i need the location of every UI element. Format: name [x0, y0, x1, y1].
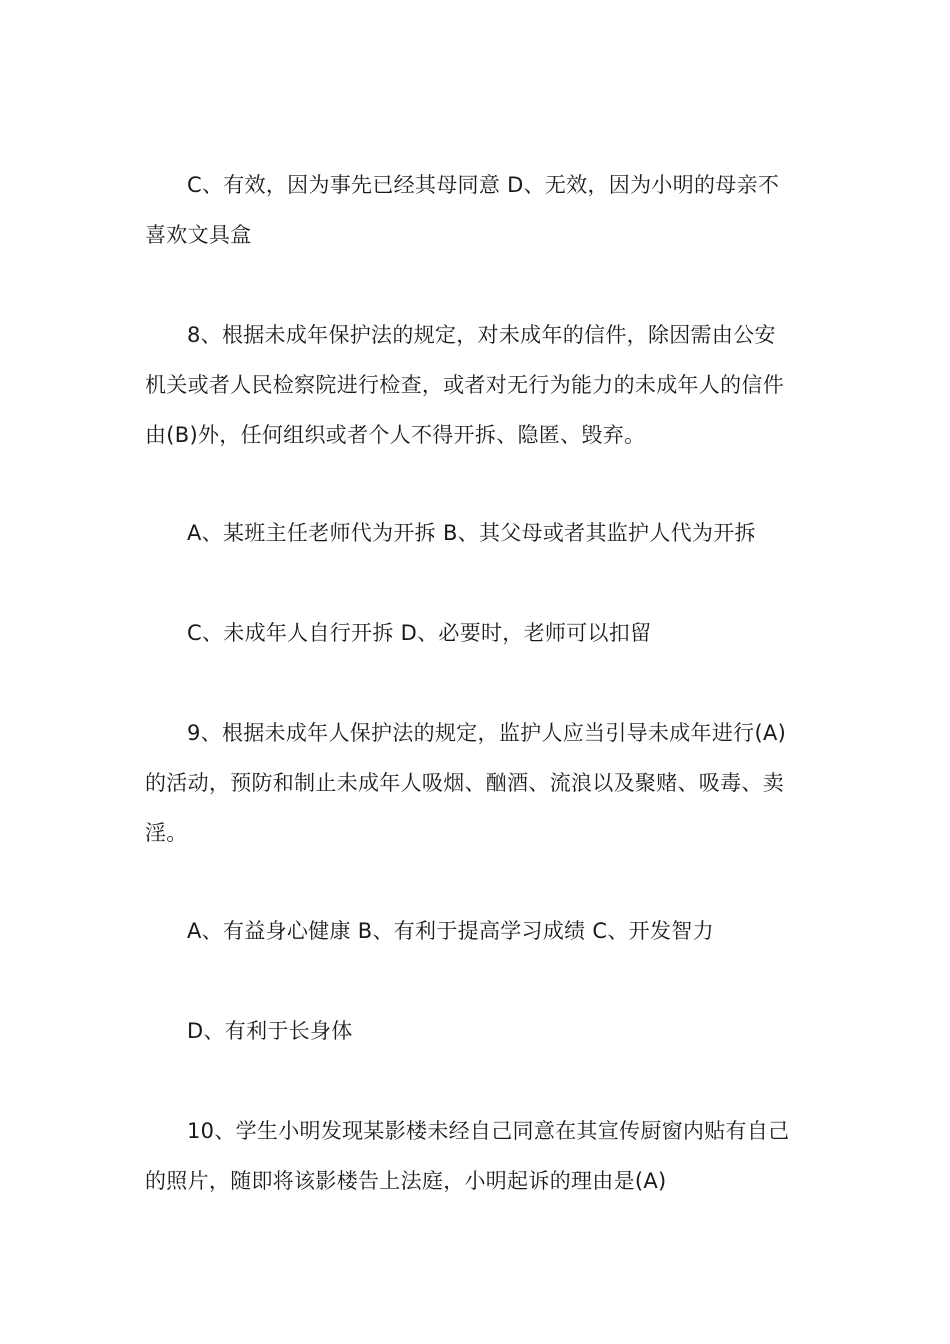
text-line: 淫。: [145, 821, 188, 845]
q8-question-paragraph: [145, 310, 810, 460]
q9-options-abc-paragraph: [145, 906, 810, 956]
q9-option-d-paragraph: [145, 1006, 810, 1056]
text-line: D、有利于长身体: [187, 1019, 353, 1043]
text-line: 9、根据未成年人保护法的规定，监护人应当引导未成年进行(A): [187, 721, 787, 745]
text-line: A、某班主任老师代为开拆 B、其父母或者其监护人代为开拆: [187, 521, 756, 545]
text-line: 10、学生小明发现某影楼未经自己同意在其宣传厨窗内贴有自己: [187, 1119, 790, 1143]
text-line: C、有效，因为事先已经其母同意 D、无效，因为小明的母亲不: [187, 173, 780, 197]
text-line: C、未成年人自行开拆 D、必要时，老师可以扣留: [187, 621, 652, 645]
text-line: 8、根据未成年保护法的规定，对未成年的信件，除因需由公安: [187, 323, 776, 347]
q8-options-ab-paragraph: [145, 508, 810, 558]
text-line: 喜欢文具盒: [145, 223, 252, 247]
q10-question-paragraph: [145, 1106, 810, 1206]
q8-options-cd-paragraph: [145, 608, 810, 658]
text-line: 的活动，预防和制止未成年人吸烟、酗酒、流浪以及聚赌、吸毒、卖: [145, 771, 784, 795]
q9-question-paragraph: [145, 708, 810, 858]
text-line: A、有益身心健康 B、有利于提高学习成绩 C、开发智力: [187, 919, 714, 943]
text-line: 机关或者人民检察院进行检查，或者对无行为能力的未成年人的信件: [145, 373, 784, 397]
text-line: 的照片，随即将该影楼告上法庭，小明起诉的理由是(A): [145, 1169, 667, 1193]
q7-options-cd-paragraph: [145, 160, 810, 260]
text-line: 由(B)外，任何组织或者个人不得开拆、隐匿、毁弃。: [145, 423, 646, 447]
